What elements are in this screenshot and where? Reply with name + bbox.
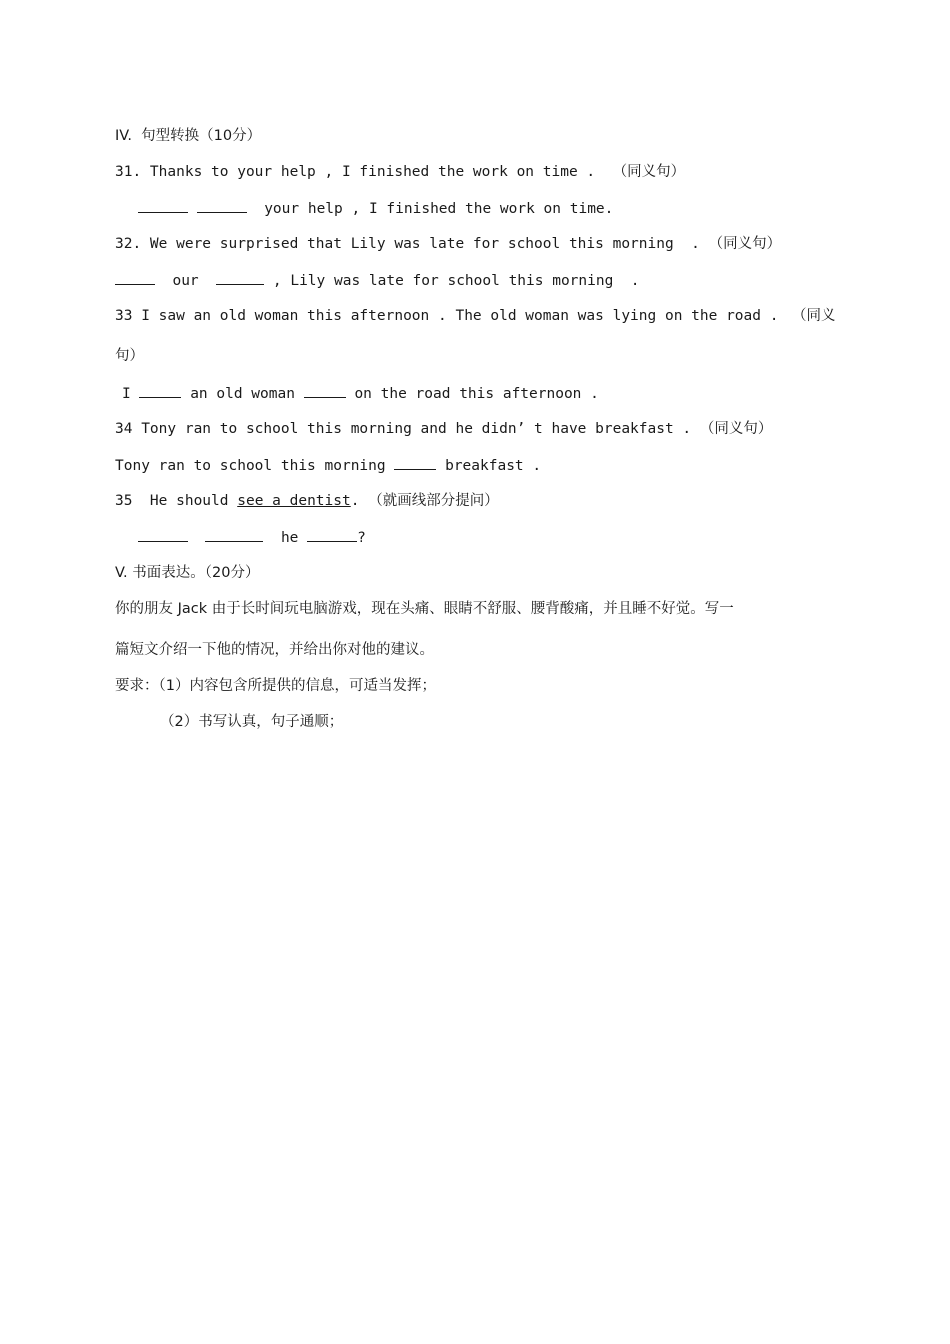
- question-33-answer-b: an old woman: [190, 386, 295, 402]
- question-33-answer: [122, 383, 599, 404]
- question-34-answer-b: breakfast .: [445, 458, 542, 474]
- question-33: [115, 306, 778, 326]
- question-35-answer-he: he: [280, 530, 299, 546]
- question-35-note: （就画线部分提问）: [368, 493, 499, 509]
- section-4-title: IV. 句型转换（10分）: [115, 128, 262, 144]
- question-32-prompt: 32. We were surprised that Lily was late for school this morning .: [115, 236, 700, 252]
- answer-blank[interactable]: [115, 270, 155, 285]
- answer-blank[interactable]: [394, 455, 436, 470]
- answer-blank[interactable]: [197, 198, 247, 213]
- question-32-note: （同义句）: [708, 236, 782, 252]
- question-35-period: .: [350, 493, 360, 509]
- question-35: [115, 491, 499, 511]
- question-34-answer: [115, 455, 541, 476]
- question-33-note: （同义: [792, 308, 836, 324]
- question-31-prompt: 31. Thanks to your help , I finished the work on time .: [115, 164, 596, 180]
- answer-blank[interactable]: [138, 198, 188, 213]
- question-33-prompt: 33 I saw an old woman this afternoon . The old woman was lying on the road .: [115, 308, 779, 324]
- question-31: [115, 162, 685, 182]
- question-33-answer-c: on the road this afternoon .: [354, 386, 599, 402]
- question-31-answer-tail: your help , I finished the work on time.: [264, 201, 614, 217]
- section-5-title: V. 书面表达。（20分）: [115, 565, 260, 581]
- question-33-answer-a: I: [122, 386, 131, 402]
- question-33-note-cont: 句）: [115, 348, 144, 364]
- answer-blank[interactable]: [307, 527, 357, 542]
- answer-blank[interactable]: [138, 527, 188, 542]
- answer-blank[interactable]: [216, 270, 264, 285]
- section-5-paragraph-1: 你的朋友 Jack 由于长时间玩电脑游戏，现在头痛、眼睛不舒服、腰背酸痛，并且睡不好觉。写一: [115, 601, 734, 617]
- answer-blank[interactable]: [139, 383, 181, 398]
- answer-blank[interactable]: [304, 383, 346, 398]
- question-34: [115, 419, 772, 439]
- question-32-answer-mid: our: [172, 273, 199, 289]
- question-31-answer: [138, 198, 613, 219]
- question-34-answer-a: Tony ran to school this morning: [115, 458, 386, 474]
- question-35-answer-q: ?: [357, 530, 366, 546]
- question-35-underlined: see a dentist: [237, 493, 351, 509]
- question-34-note: （同义句）: [699, 421, 773, 437]
- question-32-answer: [115, 270, 640, 291]
- question-32: [115, 234, 781, 254]
- answer-blank[interactable]: [205, 527, 263, 542]
- question-34-prompt: 34 Tony ran to school this morning and he didn’ t have breakfast .: [115, 421, 692, 437]
- section-5-paragraph-2: 篇短文介绍一下他的情况，并给出你对他的建议。: [115, 642, 434, 658]
- section-5-requirement-1: 要求：（1）内容包含所提供的信息，可适当发挥；: [115, 678, 436, 694]
- question-31-note: （同义句）: [612, 164, 686, 180]
- question-35-prompt: 35 He should: [115, 493, 229, 509]
- section-5-requirement-2: （2）书写认真，句子通顺；: [160, 714, 344, 730]
- question-32-answer-tail: , Lily was late for school this morning .: [272, 273, 640, 289]
- question-35-answer: [138, 527, 366, 548]
